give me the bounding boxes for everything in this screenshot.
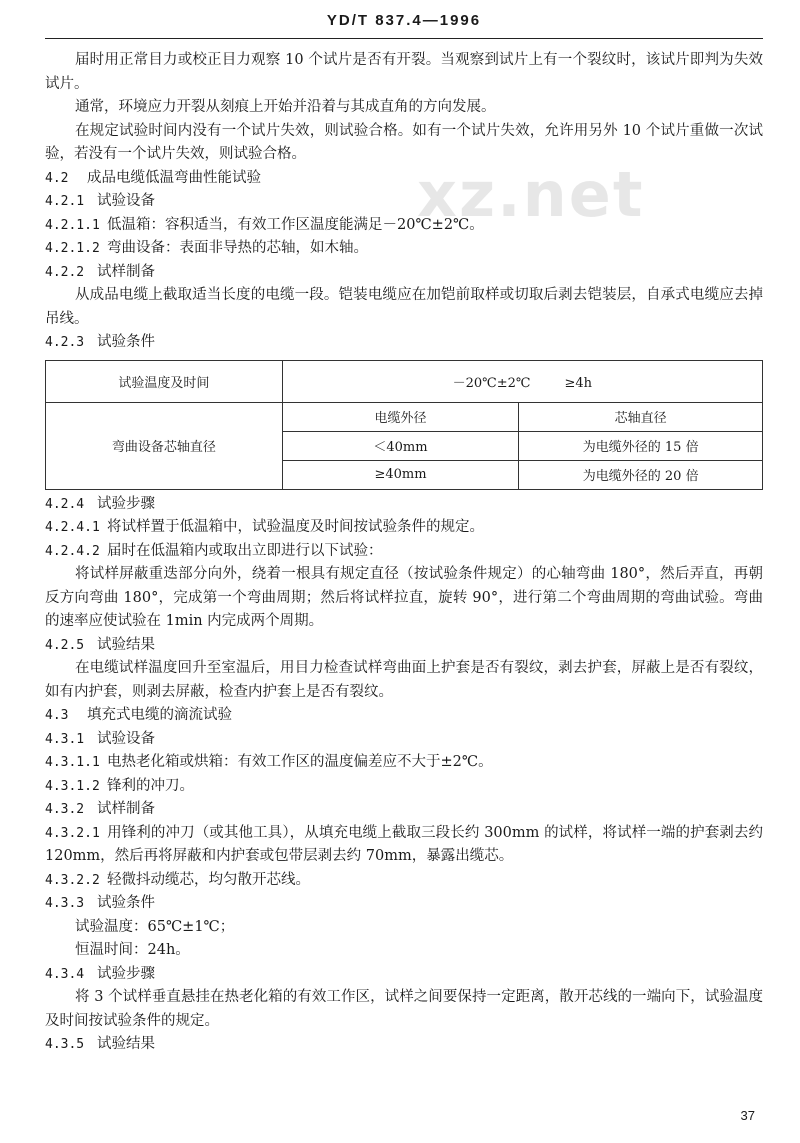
section-title: 成品电缆低温弯曲性能试验 (87, 169, 261, 186)
page-number: 37 (740, 1108, 755, 1123)
section-number: 4.2.5 (45, 637, 85, 653)
section-title: 试验步骤 (97, 495, 155, 512)
paragraph: 通常，环境应力开裂从刻痕上开始并沿着与其成直角的方向发展。 (75, 99, 496, 115)
section-number: 4.3.2 (45, 802, 85, 817)
page-content (45, 49, 763, 1057)
standard-header: YD/T 837.4—1996 (326, 12, 482, 29)
section-title: 试验条件 (97, 334, 155, 350)
paragraph: 将试样屏蔽重迭部分向外，绕着一根具有规定直径（按试验条件规定）的心轴弯曲 180°，然后弄直，再朝反方向弯曲 180°，完成第一个弯曲周期；然后将试样拉直，旋转 90°，进行第二个弯曲周期的弯曲试验。弯曲的速率应使试验在 1min 内完成两个周期。 (45, 566, 763, 629)
clause-text: 轻微抖动缆芯，均匀散开芯线。 (107, 871, 310, 888)
time-value: ≥4h (564, 375, 592, 391)
section-heading-4-2-4 (45, 493, 763, 517)
section-heading-4-2-2 (45, 261, 763, 285)
section-title: 试验步骤 (97, 965, 155, 982)
section-heading-4-3-1 (45, 728, 763, 752)
clause-text: 届时在低温箱内或取出立即进行以下试验： (107, 542, 383, 559)
section-number: 4.3.2.1 (45, 825, 100, 841)
section-title: 试验设备 (97, 193, 155, 209)
section-number: 4.2.4.2 (45, 543, 100, 559)
section-heading-4-3-3 (45, 892, 763, 916)
table-cell: ≥40mm (282, 460, 519, 489)
column-header-mandrel: 芯轴直径 (519, 402, 763, 431)
clause-4-2-1-2 (45, 237, 763, 261)
clause-4-2-4-1 (45, 516, 763, 540)
section-number: 4.3.5 (45, 1037, 85, 1052)
section-number: 4.2.4.1 (45, 520, 100, 535)
section-number: 4.2.2 (45, 264, 85, 280)
section-number: 4.2.1.2 (45, 241, 100, 256)
section-title: 试验条件 (97, 895, 155, 911)
section-heading-4-2 (45, 167, 763, 191)
section-number: 4.2.4 (45, 496, 85, 512)
test-conditions-table (45, 360, 763, 490)
section-number: 4.3.1 (45, 731, 85, 747)
clause-text: 电热老化箱或烘箱：有效工作区的温度偏差应不大于±2℃。 (107, 754, 493, 770)
table-cell-label: 试验温度及时间 (46, 360, 283, 402)
table-cell-label: 弯曲设备芯轴直径 (46, 402, 283, 489)
clause-4-3-1-2 (45, 775, 763, 799)
section-number: 4.3.1.2 (45, 778, 100, 794)
section-heading-4-3-5 (45, 1033, 763, 1057)
section-title: 填充式电缆的滴流试验 (87, 707, 232, 723)
paragraph: 从成品电缆上截取适当长度的电缆一段。铠装电缆应在加铠前取样或切取后剥去铠装层，自承式电缆应去掉吊线。 (45, 287, 763, 327)
column-header-diameter: 电缆外径 (282, 402, 519, 431)
section-number: 4.3.2.2 (45, 872, 100, 888)
clause-text: 将试样置于低温箱中，试验温度及时间按试验条件的规定。 (107, 519, 484, 535)
section-number: 4.2.3 (45, 335, 85, 350)
section-number: 4.3 (45, 708, 69, 723)
temperature-value: －20℃±2℃ (452, 375, 531, 391)
table-cell: 为电缆外径的 20 倍 (519, 460, 763, 489)
section-number: 4.3.1.1 (45, 755, 100, 770)
clause-4-2-1-1 (45, 214, 763, 238)
section-heading-4-2-3 (45, 331, 763, 355)
section-title: 试验结果 (97, 1036, 155, 1052)
test-temperature-line: 试验温度：65℃±1℃； (75, 918, 235, 935)
table-cell-value (282, 360, 762, 402)
clause-text: 用锋利的冲刀（或其他工具），从填充电缆上截取三段长约 300mm 的试样，将试样一端的护套剥去约 120mm，然后再将屏蔽和内护套或包带层剥去约 70mm，暴露出缆芯。 (45, 824, 763, 864)
clause-4-2-4-2 (45, 540, 763, 564)
section-title: 试验设备 (97, 730, 155, 747)
watermark: xz.net (417, 158, 645, 231)
document-page (45, 0, 763, 1143)
section-number: 4.2.1 (45, 194, 85, 209)
section-heading-4-3-2 (45, 798, 763, 822)
section-title: 试验结果 (97, 636, 155, 653)
section-number: 4.2.1.1 (45, 217, 100, 233)
section-heading-4-3 (45, 704, 763, 728)
section-title: 试样制备 (97, 801, 155, 817)
clause-4-3-1-1 (45, 751, 763, 775)
clause-text: 弯曲设备：表面非导热的芯轴，如木轴。 (107, 240, 368, 256)
clause-text: 低温箱：容积适当，有效工作区温度能满足－20℃±2℃。 (107, 216, 484, 233)
table-cell: ＜40mm (282, 431, 519, 460)
header-rule (45, 38, 763, 39)
paragraph: 届时用正常目力或校正目力观察 10 个试片是否有开裂。当观察到试片上有一个裂纹时，该试片即判为失效试片。 (45, 52, 763, 92)
clause-4-3-2-2 (45, 869, 763, 893)
section-heading-4-2-1 (45, 190, 763, 214)
section-number: 4.3.3 (45, 896, 85, 911)
clause-4-3-2-1 (45, 822, 763, 869)
section-title: 试样制备 (97, 263, 155, 280)
section-heading-4-3-4 (45, 963, 763, 987)
table-row (46, 402, 763, 431)
section-heading-4-2-5 (45, 634, 763, 658)
paragraph: 将 3 个试样垂直悬挂在热老化箱的有效工作区，试样之间要保持一定距离，散开芯线的一端向下，试验温度及时间按试验条件的规定。 (45, 989, 763, 1029)
table-row (46, 360, 763, 402)
section-number: 4.2 (45, 170, 69, 186)
table-cell: 为电缆外径的 15 倍 (519, 431, 763, 460)
paragraph: 在电缆试样温度回升至室温后，用目力检查试样弯曲面上护套是否有裂纹，剥去护套，屏蔽上是否有裂纹，如有内护套，则剥去屏蔽，检查内护套上是否有裂纹。 (45, 660, 763, 700)
section-number: 4.3.4 (45, 966, 85, 982)
paragraph: 在规定试验时间内没有一个试片失效，则试验合格。如有一个试片失效，允许用另外 10 个试片重做一次试验，若没有一个试片失效，则试验合格。 (45, 122, 763, 162)
clause-text: 锋利的冲刀。 (107, 777, 194, 794)
constant-temperature-time-line: 恒温时间：24h。 (75, 942, 190, 958)
